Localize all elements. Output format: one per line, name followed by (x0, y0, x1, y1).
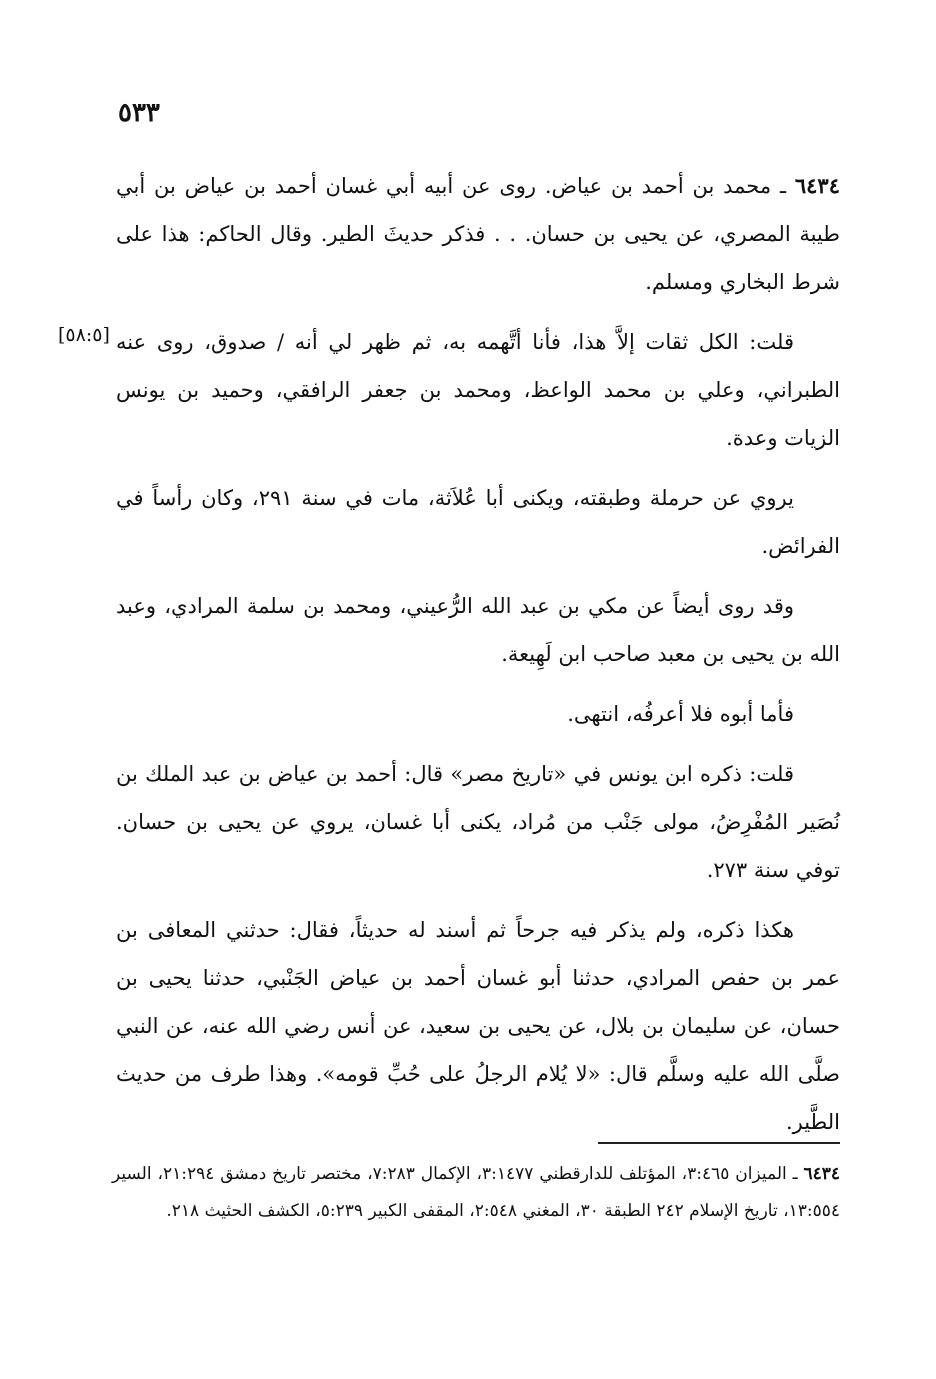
paragraph: هكذا ذكره، ولم يذكر فيه جرحاً ثم أسند له حديثاً، فقال: حدثني المعافى بن عمر بن حفص المرادي، حدثنا أبو غسان أحمد بن عياض الجَنْبي، حدثنا يحيى بن حسان، عن سليمان بن بلال، عن يحيى بن سعيد، عن أنس رضي الله عنه، عن النبي صلَّى الله عليه وسلَّم قال: «لا يُلام الرجلُ على حُبِّ قومه». وهذا طرف من حديث الطَّير. (116, 918, 840, 1134)
paragraph-text: ـ محمد بن أحمد بن عياض. روى عن أبيه أبي غسان أحمد بن عياض بن أبي طيبة المصري، عن يحيى بن حسان. . . فذكر حديثَ الطير. وقال الحاكم: هذا على شرط البخاري ومسلم. (116, 174, 840, 294)
paragraph: فأما أبوه فلا أعرفُه، انتهى. (567, 702, 794, 726)
paragraph: وقد روى أيضاً عن مكي بن عبد الله الرُّعيني، ومحمد بن سلمة المرادي، وعبد الله بن يحيى بن معبد صاحب ابن لَهِيعة. (116, 594, 840, 666)
footnote-entry (112, 1156, 840, 1230)
paragraph: قلت: ذكره ابن يونس في «تاريخ مصر» قال: أحمد بن عياض بن عبد الملك بن نُصَير المُفْرِضُ، مولى جَنْب من مُراد، يكنى أبا غسان، يروي عن يحيى بن حسان. توفي سنة ٢٧٣. (116, 762, 840, 882)
paragraph: يروي عن حرملة وطبقته، ويكنى أبا عُلاَثة، مات في سنة ٢٩١، وكان رأساً في الفرائض. (116, 486, 840, 558)
paragraph: قلت: الكل ثقات إلاَّ هذا، فأنا أتَّهمه به، ثم ظهر لي أنه / صدوق، روى عنه الطبراني، وعلي بن محمد الواعظ، ومحمد بن جعفر الرافقي، وحميد بن يونس الزيات وعدة. (116, 330, 840, 450)
page-number: ٥٣٣ (118, 98, 160, 128)
footnote-number: ٦٤٣٤ (803, 1164, 841, 1184)
main-text (116, 162, 840, 1158)
footnotes (112, 1156, 840, 1230)
footnote-text: ـ الميزان ٣:٤٦٥، المؤتلف للدارقطني ٣:١٤٧٧، الإكمال ٧:٢٨٣، مختصر تاريخ دمشق ٢١:٢٩٤، السير ١٣:٥٥٤، تاريخ الإسلام ٢٤٢ الطبقة ٣٠، المغني ٢:٥٤٨، المقفى الكبير ٥:٢٣٩، الكشف الحثيث ٢١٨. (112, 1164, 840, 1221)
entry-number: ٦٤٣٤ (794, 173, 840, 198)
paragraph-entry (116, 162, 840, 306)
margin-reference: [٥٨:٥] (58, 324, 110, 346)
footnote-divider (598, 1142, 840, 1144)
